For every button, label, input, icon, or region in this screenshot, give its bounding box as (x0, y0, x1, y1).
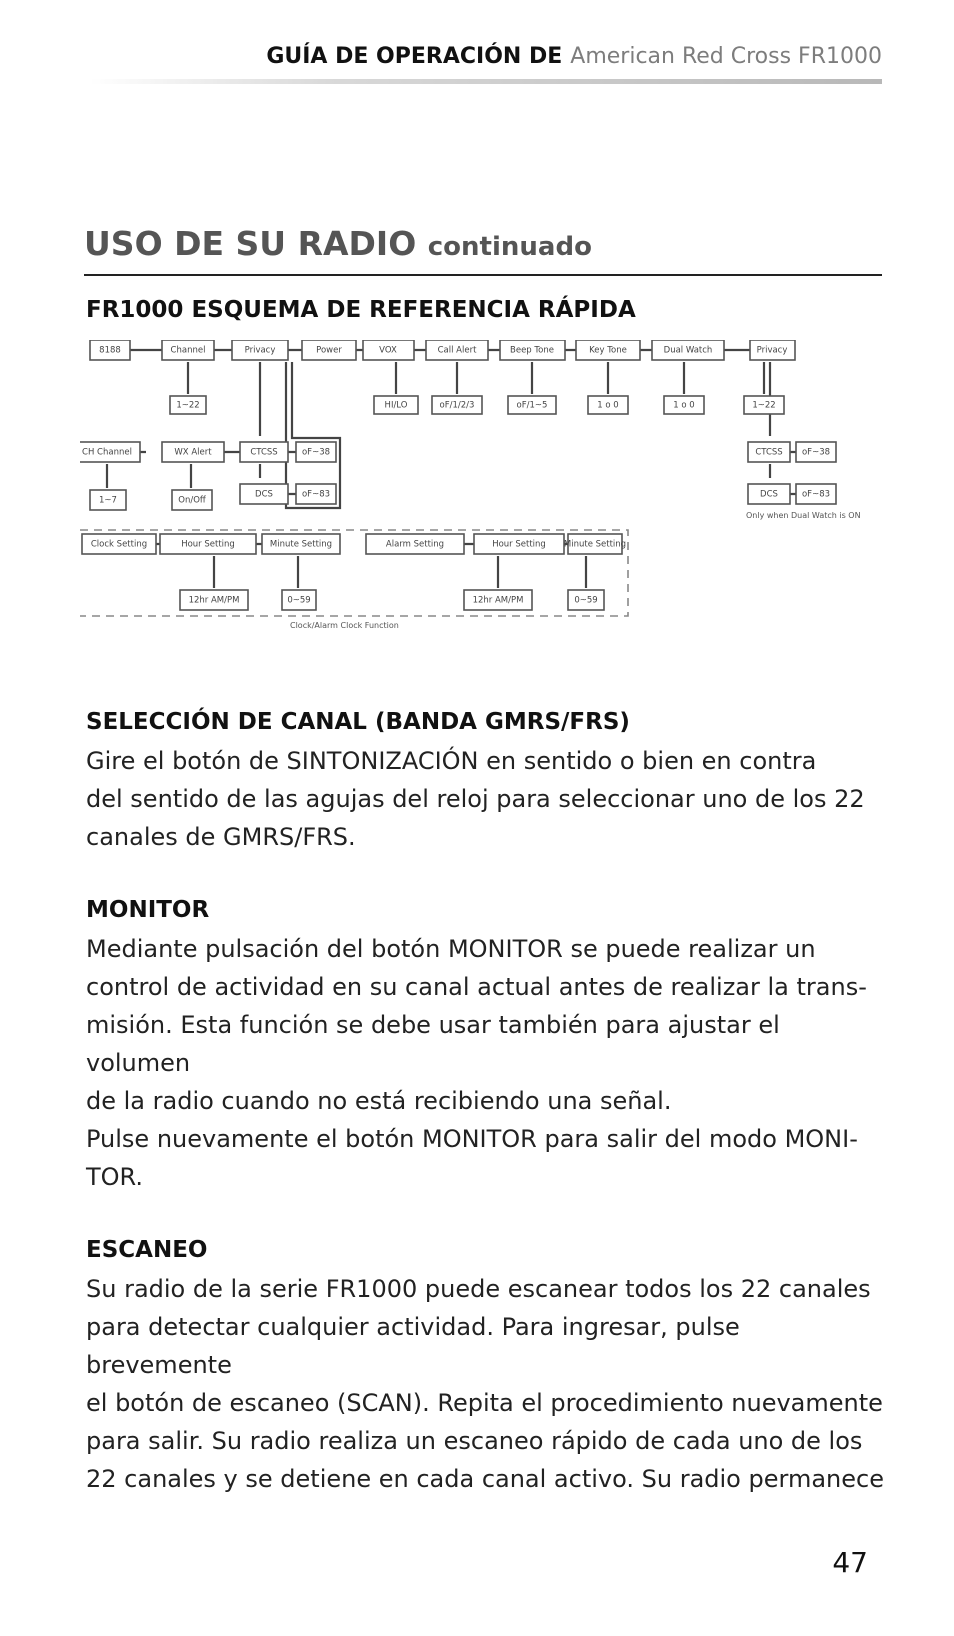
paragraph-line: Mediante pulsación del botón MONITOR se puede realizar un (86, 935, 816, 963)
diagram-box (262, 534, 340, 554)
diagram-label: 0~59 (574, 595, 598, 606)
diagram-box (80, 442, 140, 462)
paragraph-line: el botón de escaneo (SCAN). Repita el procedimiento nuevamente (86, 1389, 883, 1417)
diagram-label: Privacy (756, 345, 788, 356)
diagram-box (432, 396, 482, 414)
diagram-box (652, 340, 724, 360)
diagram-label: Minute Setting (269, 539, 333, 550)
diagram-box (160, 534, 256, 554)
diagram-label: HI/LO (384, 400, 408, 411)
section-scan (86, 1234, 886, 1498)
section-channel-selection (86, 706, 886, 856)
paragraph-line: de la radio cuando no está recibiendo una señal. (86, 1087, 672, 1115)
paragraph-line: para salir. Su radio realiza un escaneo rápido de cada uno de los (86, 1427, 863, 1455)
diagram-label: 1~7 (99, 495, 117, 506)
diagram-box (240, 442, 288, 462)
header-rule (90, 79, 882, 84)
diagram-label: oF~83 (301, 489, 331, 500)
diagram-label: CH Channel (82, 447, 132, 458)
diagram-label: CTCSS (755, 447, 783, 458)
section-title-main: USO DE SU RADIO (84, 224, 417, 263)
section-monitor (86, 894, 886, 1196)
diagram-box (750, 340, 795, 360)
header-guide-label: GUÍA DE OPERACIÓN DE (266, 44, 563, 69)
section-title-sub: continuado (427, 232, 592, 262)
diagram-label: Dual Watch (663, 345, 713, 356)
diagram-box (363, 340, 414, 360)
diagram-box (796, 442, 836, 462)
diagram-label: Clock Setting (90, 539, 148, 550)
diagram-box (170, 396, 206, 414)
diagram-box (464, 590, 532, 610)
diagram-label: 12hr AM/PM (472, 595, 524, 606)
diagram-label: Key Tone (589, 345, 627, 356)
diagram-connectors (80, 350, 796, 616)
heading-channel-selection: SELECCIÓN DE CANAL (BANDA GMRS/FRS) (86, 709, 630, 735)
body-text (86, 706, 886, 1536)
diagram-label: 12hr AM/PM (188, 595, 240, 606)
diagram-label: VOX (379, 345, 397, 356)
diagram-box (90, 490, 126, 510)
diagram-box (748, 484, 790, 504)
diagram-box (296, 442, 336, 462)
diagram-label: oF~83 (801, 489, 831, 500)
section-rule (84, 274, 882, 276)
page-number: 47 (832, 1546, 868, 1579)
diagram-box (82, 534, 156, 554)
diagram-box (588, 396, 628, 414)
paragraph-line: TOR. (86, 1163, 143, 1191)
diagram-label: oF/1/2/3 (439, 400, 475, 411)
diagram-box (302, 340, 356, 360)
paragraph-line: Su radio de la serie FR1000 puede escanear todos los 22 canales (86, 1275, 871, 1303)
diagram-box (508, 396, 556, 414)
diagram-label: Minute Setting (563, 539, 627, 550)
diagram-label: Channel (170, 345, 206, 356)
diagram-label: Hour Setting (181, 539, 235, 550)
diagram-label: DCS (255, 489, 273, 500)
diagram-label: oF/1~5 (516, 400, 548, 411)
paragraph-line: Pulse nuevamente el botón MONITOR para salir del modo MONI- (86, 1125, 858, 1153)
diagram-box (240, 484, 288, 504)
diagram-label: 1 o 0 (597, 400, 619, 411)
diagram-box (90, 340, 130, 360)
diagram-label: Hour Setting (492, 539, 546, 550)
diagram-label: WX Alert (174, 447, 212, 458)
diagram-label: DCS (760, 489, 778, 500)
diagram-label: On/Off (178, 495, 206, 506)
paragraph-line: canales de GMRS/FRS. (86, 823, 356, 851)
paragraph-line: 22 canales y se detiene en cada canal activo. Su radio permanece (86, 1465, 884, 1493)
diagram-box (568, 590, 604, 610)
diagram-label: 1~22 (752, 400, 776, 411)
diagram-label: Power (316, 345, 342, 356)
diagram-box (744, 396, 784, 414)
diagram-box (474, 534, 564, 554)
section-title (84, 224, 592, 263)
heading-monitor: MONITOR (86, 897, 210, 923)
diagram-label: 0~59 (287, 595, 311, 606)
clock-function-caption: Clock/Alarm Clock Function (290, 621, 399, 630)
diagram-box (172, 490, 212, 510)
heading-scan: ESCANEO (86, 1237, 208, 1263)
diagram-label: oF~38 (301, 447, 331, 458)
diagram-label: 1 o 0 (673, 400, 695, 411)
diagram-label: Alarm Setting (385, 539, 445, 550)
diagram-box (576, 340, 640, 360)
diagram-box (564, 534, 626, 554)
diagram-label: 1~22 (176, 400, 200, 411)
diagram-box (796, 484, 836, 504)
diagram-box (500, 340, 565, 360)
diagram-box (366, 534, 464, 554)
paragraph-line: misión. Esta función se debe usar también para ajustar el volumen (86, 1011, 780, 1077)
diagram-box (162, 340, 214, 360)
paragraph-line: control de actividad en su canal actual antes de realizar la trans- (86, 973, 867, 1001)
diagram-box (748, 442, 790, 462)
paragraph-line: para detectar cualquier actividad. Para ingresar, pulse brevemente (86, 1313, 740, 1379)
diagram-box (426, 340, 488, 360)
diagram-box (180, 590, 248, 610)
diagram-box (664, 396, 704, 414)
reference-chart-title: FR1000 ESQUEMA DE REFERENCIA RÁPIDA (86, 297, 636, 323)
paragraph-line: del sentido de las agujas del reloj para seleccionar uno de los 22 (86, 785, 865, 813)
diagram-label: oF~38 (801, 447, 831, 458)
diagram-box (374, 396, 418, 414)
diagram-label: Beep Tone (510, 345, 554, 356)
diagram-box (232, 340, 288, 360)
diagram-box (296, 484, 336, 504)
diagram-box (282, 590, 316, 610)
diagram-box (162, 442, 224, 462)
diagram-label: 8188 (99, 345, 121, 356)
header-product-name: American Red Cross FR1000 (570, 44, 882, 69)
diagram-label: Call Alert (437, 345, 477, 356)
diagram-label: CTCSS (250, 447, 278, 458)
diagram-label: Privacy (244, 345, 276, 356)
paragraph-line: Gire el botón de SINTONIZACIÓN en sentido o bien en contra (86, 747, 817, 775)
running-header (266, 44, 882, 69)
quick-reference-diagram (80, 340, 880, 655)
dual-watch-note: Only when Dual Watch is ON (746, 511, 861, 520)
